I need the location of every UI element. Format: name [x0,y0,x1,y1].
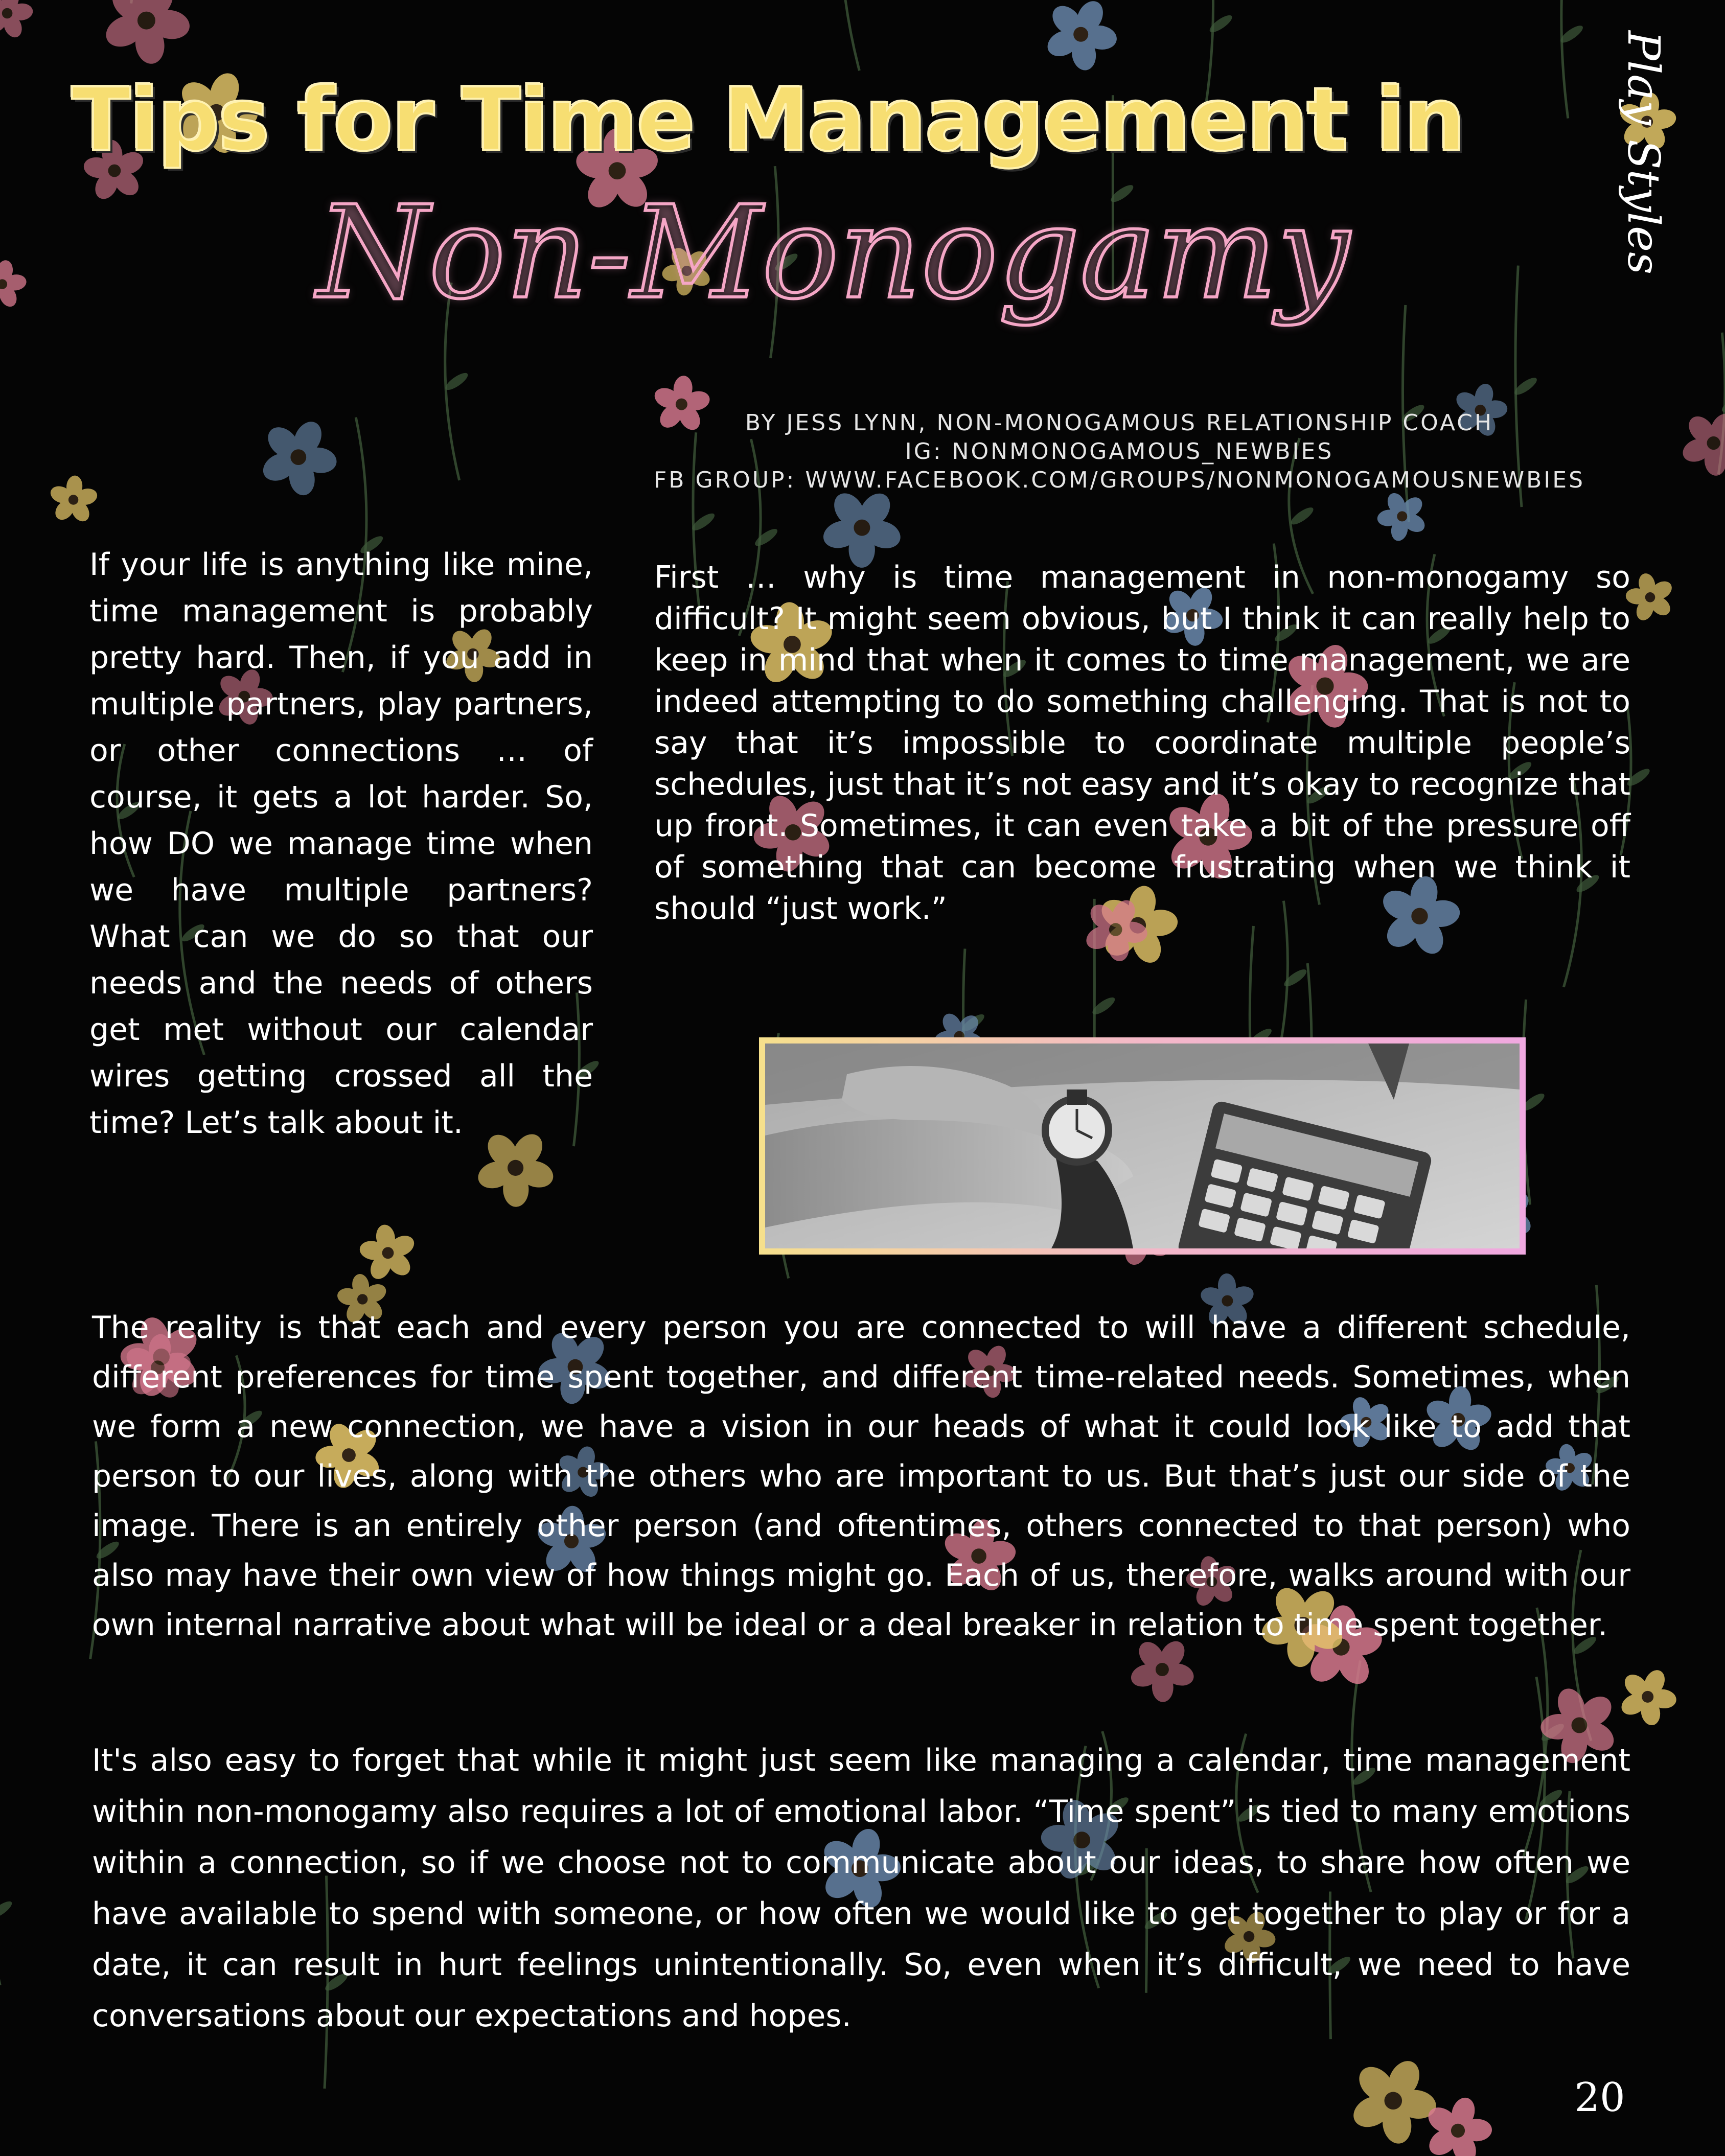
photo-frame [759,1037,1526,1255]
byline-author: BY JESS LYNN, NON-MONOGAMOUS RELATIONSHIP COACH [745,410,1494,436]
title-line-1: Tips for Time Management in [72,69,1464,171]
byline-facebook: FB GROUP: WWW.FACEBOOK.COM/GROUPS/NONMONOGAMOUSNEWBIES [654,467,1585,493]
photo-illustration [765,1044,1520,1248]
wristwatch-calculator-photo [765,1044,1520,1248]
title-line-2: Non-Monogamy [317,178,1350,327]
intro-paragraph-left: If your life is anything like mine, time management is probably pretty hard. Then, if you add in multiple partners, play partners, or other connections … of course, it gets a lot harder. So, how DO we manage time when we have multiple partners? What can we do so that our needs and the needs of others get met without our calendar wires getting crossed all the time? Let’s talk about it. [89,547,593,1141]
body-paragraph-3: The reality is that each and every person you are connected to will have a different schedule, different preferences for time spent together, and different time-related needs. Sometimes, when we form a new connection, we have a vision in our heads of what it could look like to add that person to our lives, along with the others who are important to us. But that’s just our side of the image. There is an entirely other person (and oftentimes, others connected to that person) who also may have their own view of how things might go. Each of us, therefore, walks around with our own internal narrative about what will be ideal or a deal breaker in relation to time spent together. [92,1310,1630,1643]
byline-instagram: IG: NONMONOGAMOUS_NEWBIES [905,438,1334,465]
section-tag: Play Styles [1618,31,1669,275]
body-paragraph-4: It's also easy to forget that while it might just seem like managing a calendar, time management within non-monogamy also requires a lot of emotional labor. “Time spent” is tied to many emotions within a connection, so if we choose not to communicate about our ideas, to share how often we have available to spend with someone, or how often we would like to get together to play or for a date, it can result in hurt feelings unintentionally. So, even when it’s difficult, we need to have conversations about our expectations and hopes. [92,1743,1630,2034]
byline [588,409,1651,495]
page-number: 20 [1574,2075,1625,2121]
intro-paragraph-right: First … why is time management in non-monogamy so difficult? It might seem obvious, but I think it can really help to keep in mind that when it comes to time management, we are indeed attempting to do something challenging. That is not to say that it’s impossible to coordinate multiple people’s schedules, just that it’s not easy and it’s okay to recognize that up front. Sometimes, it can even take a bit of the pressure off of something that can become frustrating when we think it should “just work.” [654,560,1630,926]
